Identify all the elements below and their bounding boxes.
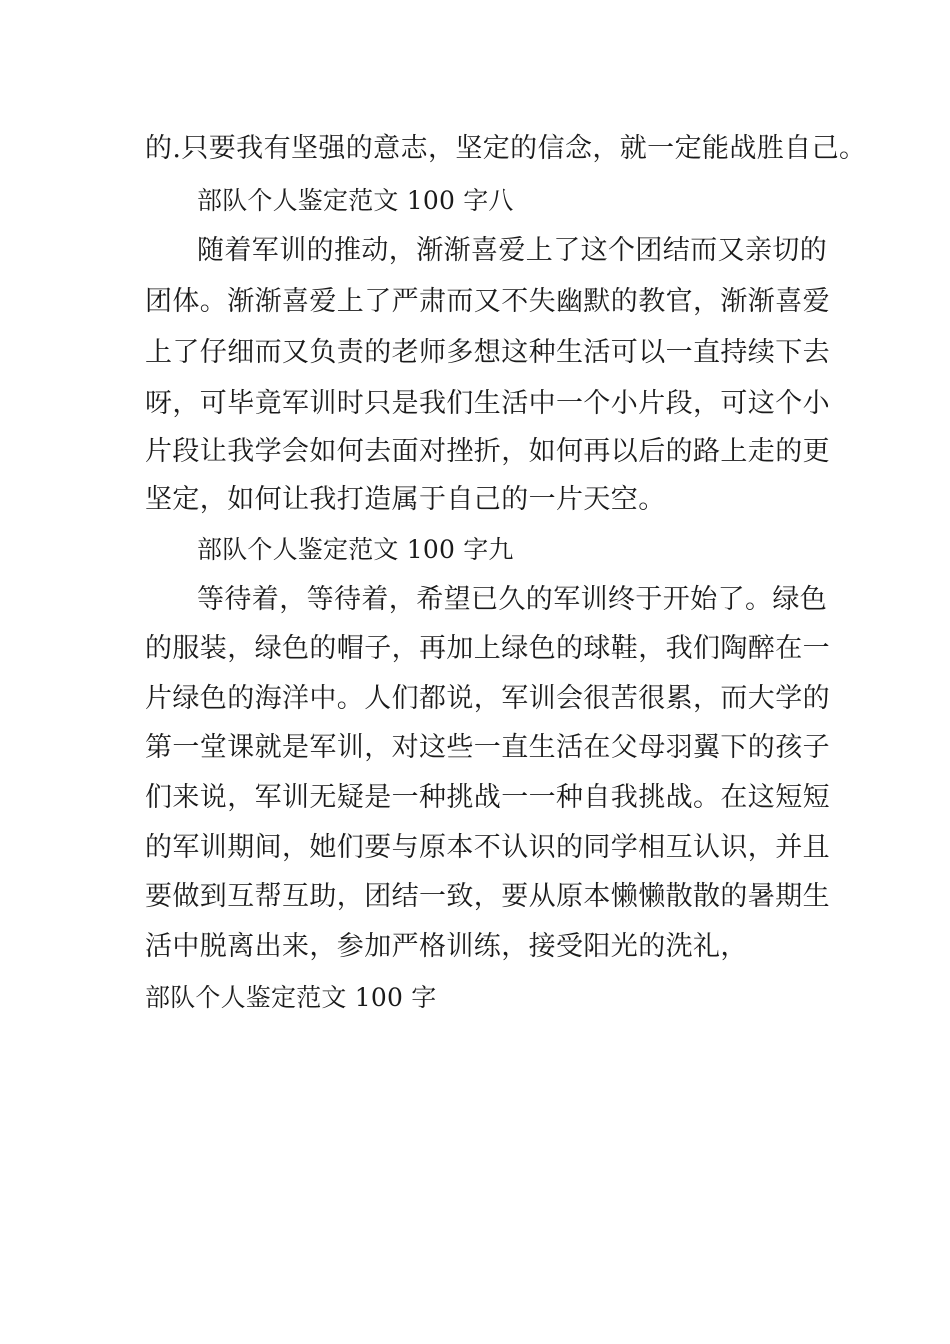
paragraph-line: 团体。渐渐喜爱上了严肃而又不失幽默的教官，渐渐喜爱 [145,286,830,317]
paragraph-line: 片段让我学会如何去面对挫折，如何再以后的路上走的更 [145,436,830,467]
paragraph-line: 第一堂课就是军训，对这些一直生活在父母羽翼下的孩子 [145,732,830,763]
paragraph-line: 随着军训的推动，渐渐喜爱上了这个团结而又亲切的 [197,235,828,266]
paragraph-line: 的军训期间，她们要与原本不认识的同学相互认识，并且 [145,832,830,863]
paragraph-line: 呀，可毕竟军训时只是我们生活中一个小片段，可这个小 [145,388,830,419]
document-footer-title: 部队个人鉴定范文 100 字 [145,983,437,1012]
paragraph-line: 的.只要我有坚强的意志，坚定的信念，就一定能战胜自己。 [145,133,867,164]
paragraph-line: 等待着，等待着，希望已久的军训终于开始了。绿色 [197,584,828,615]
paragraph-line: 坚定，如何让我打造属于自己的一片天空。 [145,484,666,515]
paragraph-line: 的服装，绿色的帽子，再加上绿色的球鞋，我们陶醉在一 [145,633,830,664]
paragraph-line: 上了仔细而又负责的老师多想这种生活可以一直持续下去 [145,337,830,368]
section-heading: 部队个人鉴定范文 100 字八 [197,186,514,215]
section-heading: 部队个人鉴定范文 100 字九 [197,535,514,564]
paragraph-line: 片绿色的海洋中。人们都说，军训会很苦很累，而大学的 [145,683,830,714]
paragraph-line: 们来说，军训无疑是一种挑战一一种自我挑战。在这短短 [145,782,830,813]
paragraph-line: 活中脱离出来，参加严格训练，接受阳光的洗礼， [145,931,748,962]
paragraph-line: 要做到互帮互助，团结一致，要从原本懒懒散散的暑期生 [145,881,830,912]
